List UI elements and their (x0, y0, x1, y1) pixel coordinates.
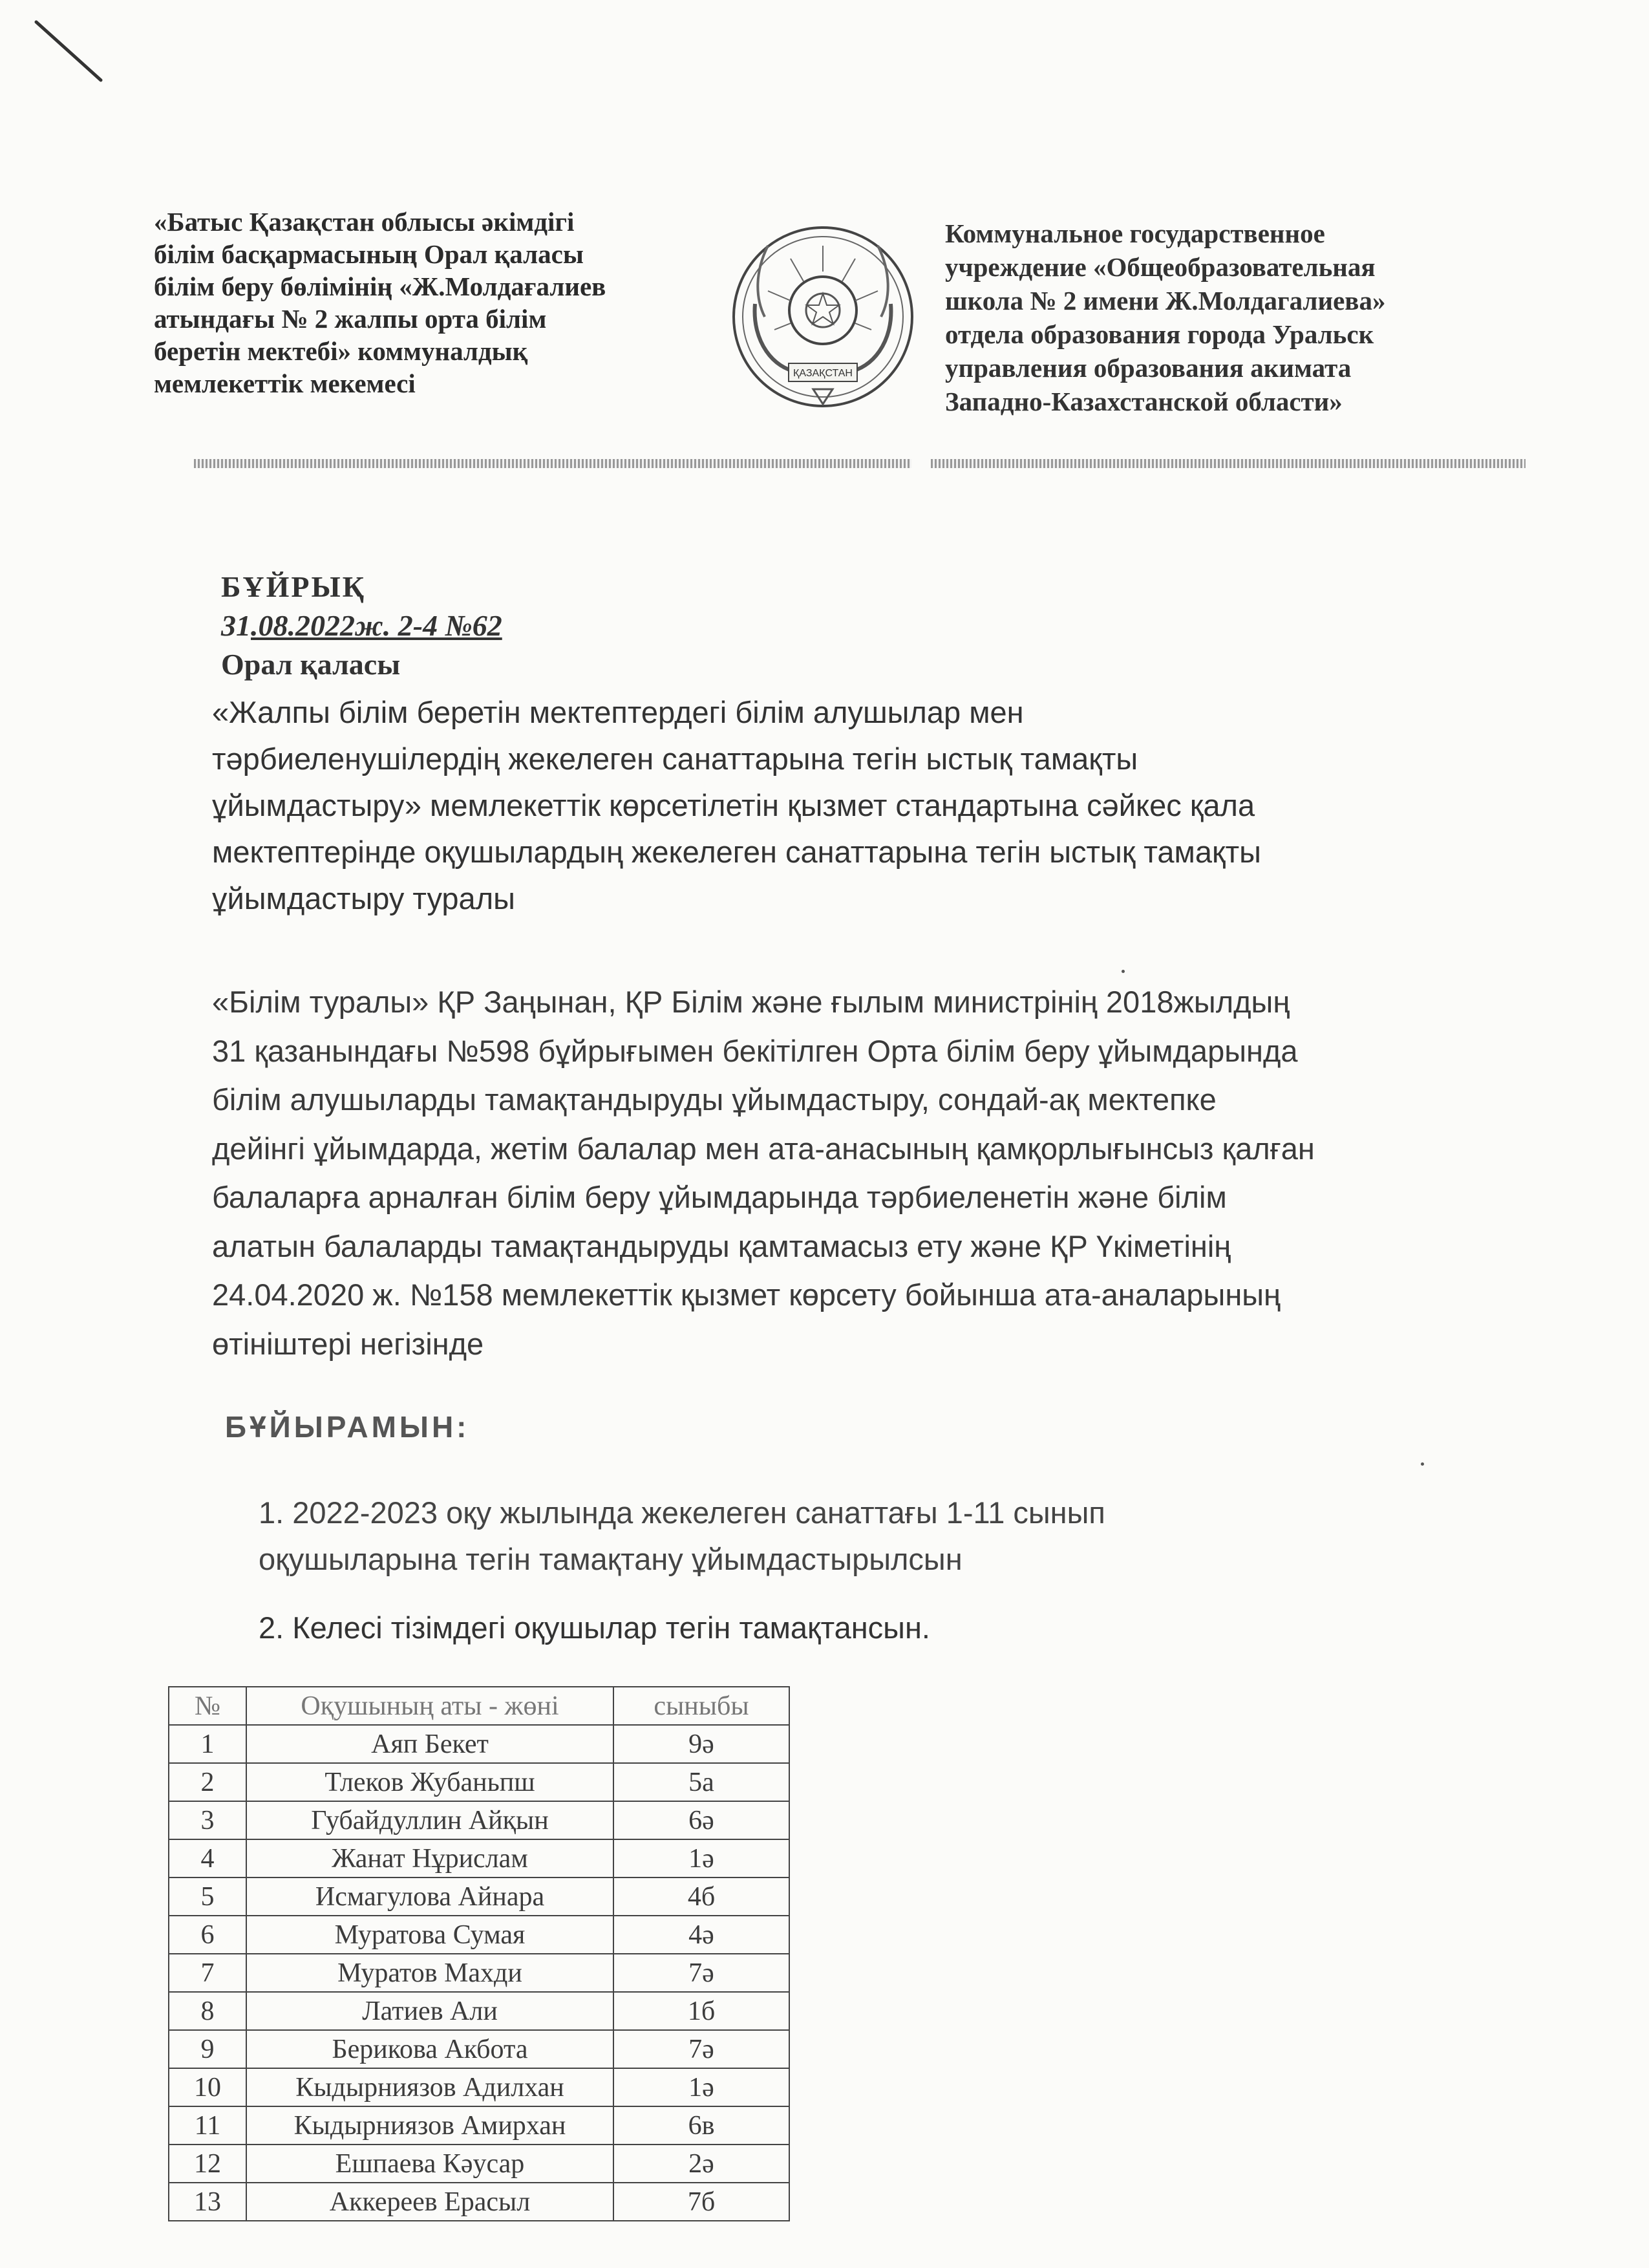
subject-line: «Жалпы білім беретін мектептердегі білім алушылар мен (212, 695, 1024, 729)
header-left-line: мемлекеттік мекемесі (154, 369, 416, 398)
state-emblem-icon (729, 220, 917, 414)
row-grade: 7ә (613, 1954, 789, 1992)
subject-line: тәрбиеленушілердің жекелеген санаттарына тегін ыстық тамақты (212, 742, 1138, 776)
row-number: 10 (169, 2068, 246, 2106)
header-right-line: школа № 2 имени Ж.Молдагалиева» (945, 286, 1386, 316)
row-number: 4 (169, 1839, 246, 1878)
order-item-2: 2. Келесі тізімдегі оқушылар тегін тамақтансын. (259, 1610, 930, 1645)
row-grade: 4б (613, 1878, 789, 1916)
row-number: 9 (169, 2030, 246, 2068)
row-number: 5 (169, 1878, 246, 1916)
subject-line: мектептерінде оқушылардың жекелеген санаттарына тегін ыстық тамақты (212, 835, 1261, 869)
header-right-line: управления образования акимата (945, 353, 1352, 383)
header-kazakh-institution (154, 206, 723, 400)
order-basis-paragraph (212, 978, 1544, 1368)
row-number: 3 (169, 1801, 246, 1839)
body-line: 24.04.2020 ж. №158 мемлекеттік қызмет көрсету бойынша ата-аналарының (212, 1278, 1281, 1312)
row-student-name: Кыдырниязов Адилхан (246, 2068, 613, 2106)
subject-line: ұйымдастыру туралы (212, 881, 515, 915)
row-student-name: Тлеков Жубаньпш (246, 1763, 613, 1801)
row-student-name: Аккереев Ерасыл (246, 2183, 613, 2221)
header-right-line: отдела образования города Уральск (945, 319, 1374, 349)
body-line: 31 қазанындағы №598 бұйрығымен бекітілген Орта білім беру ұйымдарында (212, 1033, 1298, 1068)
table-row (169, 1801, 789, 1839)
row-grade: 2ә (613, 2145, 789, 2183)
header-left-line: беретін мектебі» коммуналдық (154, 336, 528, 366)
header-grade: сыныбы (613, 1687, 789, 1725)
item-1-line: оқушыларына тегін тамақтану ұйымдастырылсын (259, 1542, 963, 1576)
row-number: 6 (169, 1916, 246, 1954)
row-number: 13 (169, 2183, 246, 2221)
header-left-line: «Батыс Қазақстан облысы әкімдігі (154, 207, 575, 237)
row-student-name: Латиев Али (246, 1992, 613, 2030)
row-student-name: Исмагулова Айнара (246, 1878, 613, 1916)
row-student-name: Ешпаева Кәусар (246, 2145, 613, 2183)
decree-heading: БҰЙЫРАМЫН: (225, 1410, 470, 1444)
row-grade: 6в (613, 2106, 789, 2145)
body-line: білім алушыларды тамақтандыруды ұйымдастыру, сондай-ақ мектепке (212, 1082, 1217, 1117)
row-student-name: Жанат Нұрислам (246, 1839, 613, 1878)
row-grade: 4ә (613, 1916, 789, 1954)
row-grade: 7ә (613, 2030, 789, 2068)
order-date-day: 31 (221, 609, 251, 642)
row-number: 2 (169, 1763, 246, 1801)
row-number: 1 (169, 1725, 246, 1763)
row-student-name: Кыдырниязов Амирхан (246, 2106, 613, 2145)
row-number: 11 (169, 2106, 246, 2145)
body-line: өтініштері негізінде (212, 1326, 484, 1361)
header-left-line: білім беру бөлімінің «Ж.Молдағалиев (154, 272, 606, 301)
header-russian-institution (945, 217, 1540, 418)
order-title: БҰЙРЫҚ (221, 570, 367, 603)
header-right-line: учреждение «Общеобразовательная (945, 252, 1376, 282)
row-grade: 1ә (613, 2068, 789, 2106)
table-row (169, 1763, 789, 1801)
table-row (169, 1839, 789, 1878)
header-left-line: білім басқармасының Орал қаласы (154, 239, 584, 269)
header-right-line: Западно-Казахстанской области» (945, 387, 1343, 416)
header-student-name: Оқушының аты - жөні (246, 1687, 613, 1725)
row-student-name: Муратова Сумая (246, 1916, 613, 1954)
order-heading (221, 568, 502, 684)
order-city: Орал қаласы (221, 648, 401, 681)
row-grade: 1ә (613, 1839, 789, 1878)
table-row (169, 2068, 789, 2106)
order-date (221, 606, 502, 645)
order-item-1 (259, 1490, 1105, 1583)
header-left-line: атындағы № 2 жалпы орта білім (154, 304, 547, 334)
row-grade: 1б (613, 1992, 789, 2030)
table-row (169, 1916, 789, 1954)
order-subject (212, 689, 1518, 922)
header-divider-right (931, 459, 1526, 468)
pen-stroke-mark (34, 19, 105, 84)
row-grade: 9ә (613, 1725, 789, 1763)
row-grade: 6ә (613, 1801, 789, 1839)
table-row (169, 1878, 789, 1916)
scan-speck (1421, 1462, 1424, 1466)
row-student-name: Губайдуллин Айқын (246, 1801, 613, 1839)
item-1-line: 1. 2022-2023 оқу жылында жекелеген санаттағы 1-11 сынып (259, 1495, 1105, 1530)
row-grade: 5а (613, 1763, 789, 1801)
row-student-name: Берикова Акбота (246, 2030, 613, 2068)
students-table (168, 1686, 790, 2221)
scan-speck (1122, 970, 1125, 973)
emblem-lettering: ҚАЗАҚСТАН (793, 368, 853, 379)
row-student-name: Аяп Бекет (246, 1725, 613, 1763)
table-row (169, 2145, 789, 2183)
table-header-row (169, 1687, 789, 1725)
body-line: балаларға арналған білім беру ұйымдарында тәрбиеленетін және білім (212, 1180, 1227, 1214)
header-divider-left (194, 459, 911, 468)
body-line: алатын балаларды тамақтандыруды қамтамасыз ету және ҚР Үкіметінің (212, 1228, 1231, 1263)
table-row (169, 2183, 789, 2221)
subject-line: ұйымдастыру» мемлекеттік көрсетілетін қызмет стандартына сәйкес қала (212, 788, 1255, 822)
row-grade: 7б (613, 2183, 789, 2221)
body-line: дейінгі ұйымдарда, жетім балалар мен ата-анасының қамқорлығынсыз қалған (212, 1131, 1315, 1166)
table-row (169, 1954, 789, 1992)
row-number: 12 (169, 2145, 246, 2183)
body-line: «Білім туралы» ҚР Заңынан, ҚР Білім және ғылым министрінің 2018жылдың (212, 985, 1290, 1019)
table-row (169, 1725, 789, 1763)
row-student-name: Муратов Махди (246, 1954, 613, 1992)
header-right-line: Коммунальное государственное (945, 219, 1325, 248)
row-number: 8 (169, 1992, 246, 2030)
row-number: 7 (169, 1954, 246, 1992)
order-date-number: .08.2022ж. 2-4 №62 (251, 609, 502, 642)
table-row (169, 2106, 789, 2145)
header-number: № (169, 1687, 246, 1725)
table-row (169, 2030, 789, 2068)
table-row (169, 1992, 789, 2030)
